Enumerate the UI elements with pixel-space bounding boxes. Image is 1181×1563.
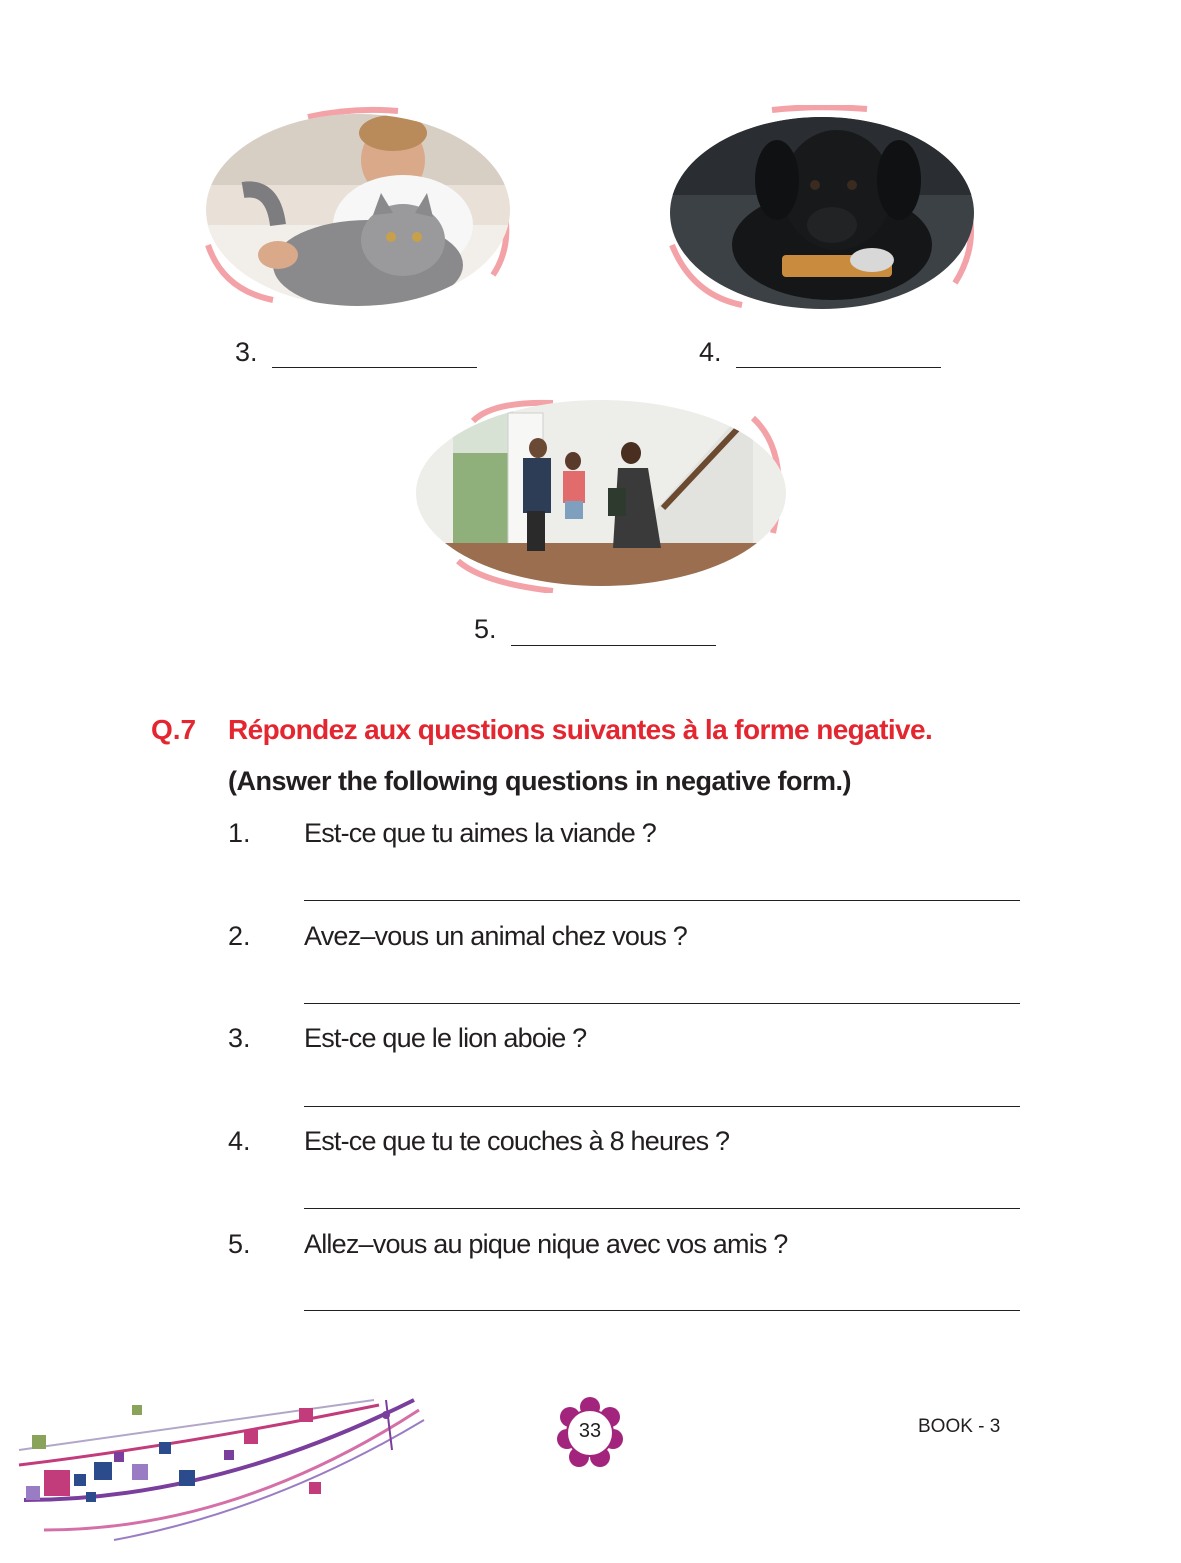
answer-line-3[interactable] <box>304 1106 1020 1107</box>
question-item-text: Avez–vous un animal chez vous ? <box>304 921 687 951</box>
question-item-text: Allez–vous au pique nique avec vos amis ? <box>304 1229 788 1259</box>
answer-line-2[interactable] <box>304 1003 1020 1004</box>
question-item-number: 1. <box>228 818 251 848</box>
book-label: BOOK - 3 <box>918 1416 1001 1437</box>
question-item-number: 4. <box>228 1126 251 1156</box>
blank-label-5: 5. <box>474 614 497 644</box>
question-item-number: 5. <box>228 1229 251 1259</box>
photo-boy-with-cat <box>203 105 523 315</box>
answer-blank-4[interactable] <box>736 367 941 368</box>
answer-blank-3[interactable] <box>272 367 477 368</box>
question-subtitle: (Answer the following questions in negative form.) <box>228 766 852 796</box>
question-title: Répondez aux questions suivantes à la forme negative. <box>228 714 933 745</box>
answer-line-4[interactable] <box>304 1208 1020 1209</box>
question-item-text: Est-ce que tu aimes la viande ? <box>304 818 656 848</box>
answer-line-5[interactable] <box>304 1310 1020 1311</box>
question-item-text: Est-ce que tu te couches à 8 heures ? <box>304 1126 730 1156</box>
question-item-text: Est-ce que le lion aboie ? <box>304 1023 587 1053</box>
blank-label-3: 3. <box>235 337 258 367</box>
decorative-swoosh-graphic <box>14 1390 434 1555</box>
question-number: Q.7 <box>151 714 197 745</box>
photo-black-puppy <box>667 105 987 315</box>
photo-family-entering-home <box>413 393 793 593</box>
blank-label-4: 4. <box>699 337 722 367</box>
answer-blank-5[interactable] <box>511 645 716 646</box>
page-number: 33 <box>578 1420 602 1442</box>
answer-line-1[interactable] <box>304 900 1020 901</box>
question-item-number: 2. <box>228 921 251 951</box>
question-item-number: 3. <box>228 1023 251 1053</box>
